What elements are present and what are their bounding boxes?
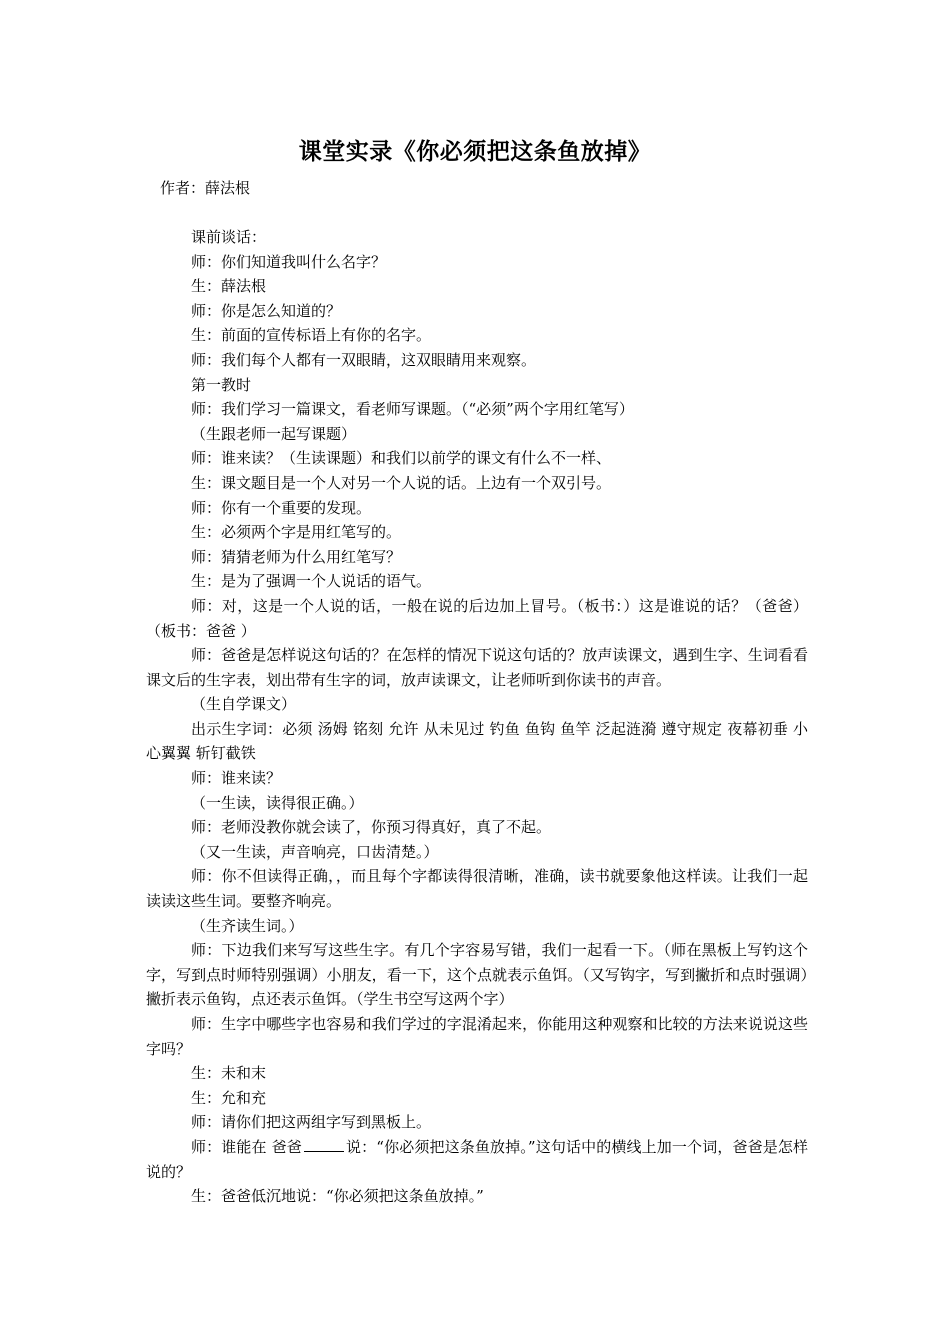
paragraph: （一生读，读得很正确。） [191,793,364,812]
paragraph: 师：你们知道我叫什么名字？ [191,252,387,271]
paragraph: 师：下边我们来写写这些生字。有几个字容易写错，我们一起看一下。（师在黑板上写钓这个字，写到点时师特别强调）小朋友，看一下，这个点就表示鱼饵。（又写钩字，写到撇折和点时强调）撇折表示鱼钩，点还表示鱼饵。（学生书空写这两个字） [146,941,808,1009]
paragraph: 生：未和末 [191,1064,267,1083]
paragraph: （生齐读生词。） [191,916,304,935]
paragraph: （生跟老师一起写课题） [191,424,357,443]
paragraph: 师：谁来读？（生读课题）和我们以前学的课文有什么不一样、 [191,449,612,468]
paragraph: 师：爸爸是怎样说这句话的？在怎样的情况下说这句话的？放声读课文，遇到生字、生词看看课文后的生字表，划出带有生字的词，放声读课文，让老师听到你读书的声音。 [146,646,808,689]
author-line: 作者：薛法根 [160,179,251,197]
paragraph: （又一生读，声音响亮，口齿清楚。） [191,842,439,861]
paragraph: 生：课文题目是一个人对另一个人说的话。上边有一个双引号。 [191,473,612,492]
paragraph: 生：前面的宣传标语上有你的名字。 [191,326,432,345]
paragraph: 师：你不但读得正确，，而且每个字都读得很清晰，准确，读书就要象他这样读。让我们一起读读这些生词。要整齐响亮。 [146,867,808,911]
paragraph: 生：允和充 [191,1088,267,1107]
paragraph: 课前谈话： [191,228,267,246]
paragraph: （生自学课文） [191,695,297,714]
blank-sentence-before: 师：谁能在 爸爸 [191,1137,302,1156]
vocabulary-list: 出示生字词：必须 汤姆 铭刻 允许 从未见过 钓鱼 鱼钩 鱼竿 泛起涟漪 遵守规定 夜幕初垂 小心翼翼 斩钉截铁 [146,719,808,763]
paragraph: 师：你是怎么知道的？ [191,301,342,320]
paragraph: 生：薛法根 [191,277,267,296]
document-body [146,225,808,1209]
paragraph: 生：是为了强调一个人说话的语气。 [191,572,432,591]
paragraph: 师：你有一个重要的发现。 [191,498,372,517]
paragraph: 师：我们学习一篇课文，看老师写课题。（“必须”两个字用红笔写） [191,400,634,419]
paragraph-with-blank [146,1135,808,1184]
paragraph: 师：生字中哪些字也容易和我们学过的字混淆起来，你能用这种观察和比较的方法来说说这些字吗？ [146,1015,808,1058]
paragraph: 师：老师没教你就会读了，你预习得真好，真了不起。 [191,818,552,837]
blank-sentence-after: 说：“你必须把这条鱼放掉。”这句话中的横线上加一个词，爸爸是怎样说的？ [146,1137,808,1181]
fill-in-blank-line [304,1137,344,1152]
paragraph: 师：我们每个人都有一双眼睛，这双眼睛用来观察。 [191,350,537,369]
paragraph: 师：谁来读？ [191,769,282,788]
paragraph: 师：请你们把这两组字写到黑板上。 [191,1113,432,1132]
document-title: 课堂实录《你必须把这条鱼放掉》 [298,138,652,165]
section-heading: 第一教时 [191,375,252,394]
paragraph: 生：必须两个字是用红笔写的。 [191,523,402,542]
paragraph: 师：对，这是一个人说的话，一般在说的后边加上冒号。（板书：）这是谁说的话？（爸爸）（板书：爸爸 ） [146,596,808,640]
paragraph: 生：爸爸低沉地说：“你必须把这条鱼放掉。” [191,1187,484,1206]
paragraph: 师：猜猜老师为什么用红笔写？ [191,547,402,566]
